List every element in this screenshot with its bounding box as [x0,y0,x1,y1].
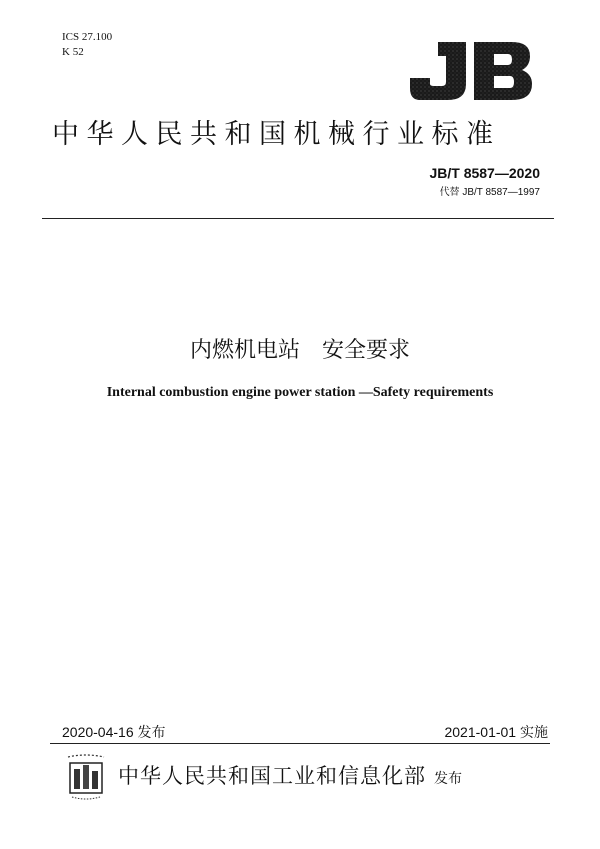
standard-number: JB/T 8587—2020 [429,165,540,181]
publisher-verb: 发布 [434,771,462,787]
title-english: Internal combustion engine power station —Safety requirements [106,385,494,400]
replaces-standard: 代替 JB/T 8587—1997 [439,187,540,198]
ics-code: ICS 27.100 [62,31,113,43]
ccs-code: K 52 [62,46,84,58]
ics-block [62,30,112,60]
publisher-name: 中华人民共和国工业和信息化部 [118,764,426,788]
standard-number-block [429,165,540,198]
issue-date: 2020-04-16 发布 [62,724,166,740]
title-chinese: 内燃机电站 安全要求 [189,338,410,363]
ministry-seal-icon [62,753,110,803]
publisher [118,760,462,790]
footer-divider [50,743,550,744]
jb-logo [408,38,536,104]
header-divider [42,218,554,219]
industry-title: 中华人民共和国机械行业标准 [52,119,501,150]
effective-date: 2021-01-01 实施 [444,724,548,740]
